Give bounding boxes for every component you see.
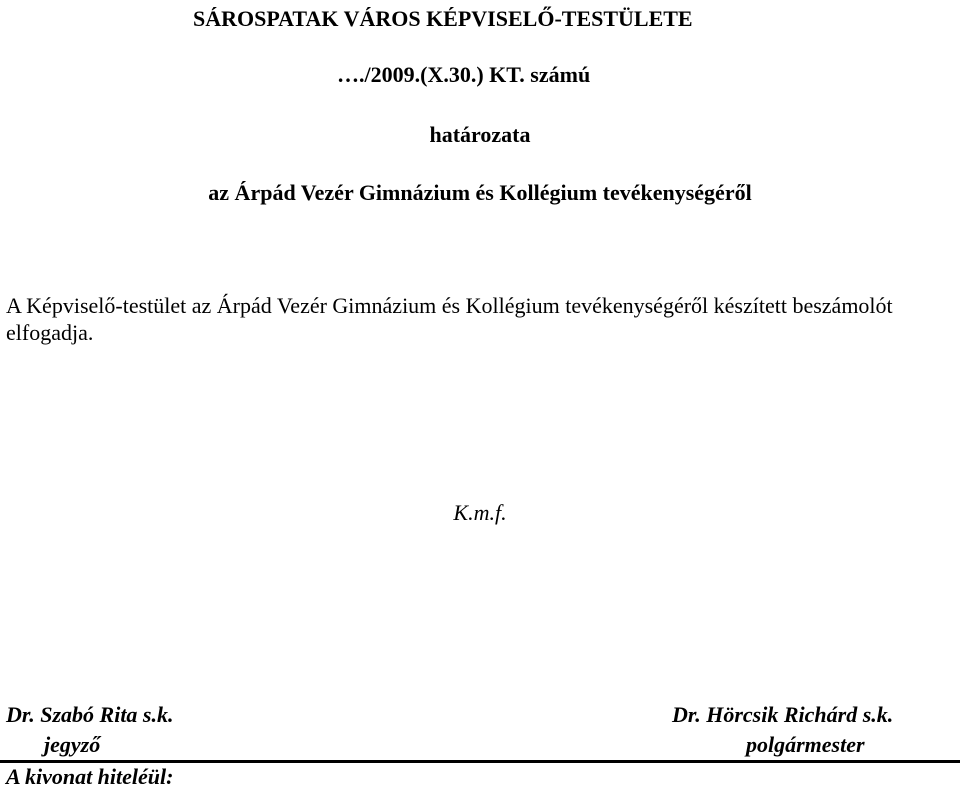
document-subject: az Árpád Vezér Gimnázium és Kollégium tevékenységéről: [208, 180, 752, 205]
resolution-text: A Képviselő-testület az Árpád Vezér Gimnázium és Kollégium tevékenységéről készített beszámolót elfogadja.: [6, 293, 893, 345]
separator-line: [0, 760, 960, 763]
council-heading: SÁROSPATAK VÁROS KÉPVISELŐ-TESTÜLETE: [193, 6, 693, 31]
resolution-number: …./2009.(X.30.) KT. számú: [337, 62, 591, 87]
certified-copy-label: A kivonat hiteléül:: [6, 764, 174, 789]
document-type: határozata: [429, 122, 531, 147]
mayor-signature-name: Dr. Hörcsik Richárd s.k.: [672, 702, 894, 727]
kmf-mark: K.m.f.: [453, 500, 507, 525]
notary-signature-title: jegyző: [44, 732, 101, 757]
mayor-signature-title: polgármester: [746, 732, 865, 757]
notary-signature-name: Dr. Szabó Rita s.k.: [6, 702, 174, 727]
